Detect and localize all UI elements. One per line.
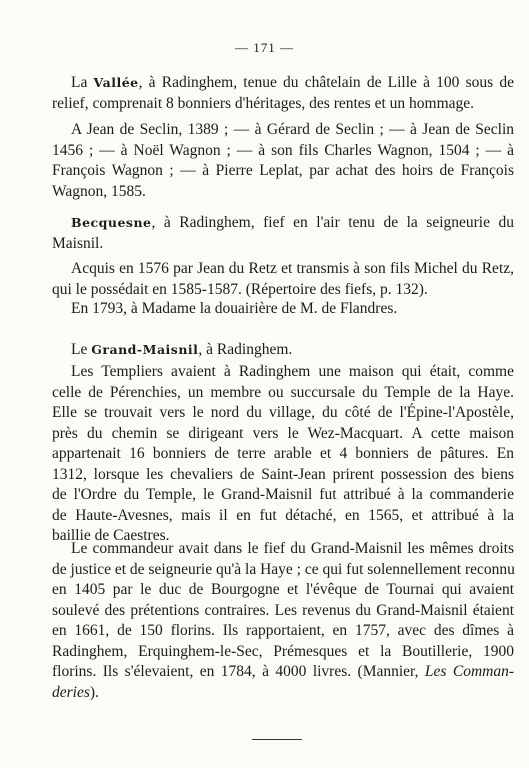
- grand-maisnil-p2-line: soulevé des prétentions contraires. Les revenus du Grand-Maisnil étaient: [52, 601, 514, 619]
- grand-maisnil-heading: [52, 340, 514, 361]
- grand-maisnil-p2-line: en 1661, de 150 florins. Ils rapportaient, en 1757, avec des dîmes à: [52, 622, 514, 639]
- becquesne-paragraph-1-line-2: Maisnil.: [52, 234, 104, 252]
- grand-maisnil-p1-line: Elle se trouvait vers le nord du village, du côté de l'Épine-l'Apostèle,: [52, 404, 514, 421]
- section-becquesne-1793: [52, 299, 514, 320]
- text-fragment: La: [71, 74, 94, 91]
- grand-maisnil-p1-line: de Haute-Avesnes, mais il en fut détaché, en 1565, et attribué à la: [52, 506, 514, 524]
- text-fragment: florins. Ils s'élevaient, en 1784, à 4000 livres. (Mannier,: [52, 663, 425, 680]
- grand-maisnil-paragraph-1: [52, 362, 514, 547]
- grand-maisnil-p1-line: de l'Ordre du Temple, le Grand-Maisnil fut attribué à la commanderie: [52, 486, 514, 503]
- vallee-paragraph-2-line: François Wagnon ; — à Pierre Leplat, par achat des hoirs de François: [52, 162, 514, 179]
- becquesne-paragraph-1-line-1: [52, 213, 514, 234]
- grand-maisnil-p2-line: de justice et de seigneurie qu'à la Haye ; ce qui fut solennellement reconnu: [52, 560, 515, 578]
- vallee-paragraph-2-line: Wagnon, 1585.: [52, 182, 146, 200]
- vallee-paragraph-2-line: 1456 ; — à Noël Wagnon ; — à son fils Charles Wagnon, 1504 ; — à: [52, 141, 514, 159]
- citation-title-part-2: deries: [52, 683, 90, 701]
- page-number: — 171 —: [235, 40, 294, 55]
- citation-title-part-1: Les Comman-: [424, 663, 514, 680]
- grand-maisnil-p2-line: Radinghem, Erquinghem-le-Sec, Prémesques et la Boutillerie, 1900: [52, 642, 514, 660]
- text-fragment: ).: [89, 683, 99, 701]
- vallee-paragraph-1-line-2: relief, comprenait 8 bonniers d'héritages, des rentes et un hommage.: [52, 94, 475, 112]
- vallee-paragraph-2-line: A Jean de Seclin, 1389 ; — à Gérard de Seclin ; — à Jean de Seclin: [71, 121, 514, 138]
- entry-name-vallee: Vallée: [93, 75, 139, 90]
- text-fragment: , à Radinghem, fief en l'air tenu de la seigneurie du: [151, 214, 514, 231]
- entry-name-grand-maisnil: Grand-Maisnil: [91, 342, 199, 357]
- entry-name-becquesne: Becquesne: [71, 215, 152, 230]
- grand-maisnil-p1-line: 1312, lorsque les chevaliers de Saint-Jean prirent possession des biens: [52, 465, 514, 483]
- text-fragment: , à Radinghem, tenue du châtelain de Lille à 100 sous de: [138, 74, 514, 91]
- footer-rule: [252, 739, 302, 740]
- section-vallee-owners: [52, 120, 514, 202]
- grand-maisnil-p2-line: [52, 683, 514, 704]
- becquesne-paragraph-2-line: Acquis en 1576 par Jean du Retz et transmis à son fils Michel du Retz,: [71, 260, 514, 277]
- grand-maisnil-p2-line: [52, 662, 514, 683]
- vallee-paragraph-1-line-1: [52, 73, 514, 94]
- section-vallee: [52, 73, 514, 114]
- section-becquesne: [52, 213, 514, 254]
- grand-maisnil-p1-line: celle de Pérenchies, un membre ou succursale du Temple de la Haye.: [52, 383, 514, 401]
- text-fragment: , à Radinghem.: [198, 341, 293, 358]
- becquesne-paragraph-2-line: qui le possédait en 1585-1587. (Répertoire des fiefs, p. 132).: [52, 280, 428, 298]
- section-becquesne-history: [52, 259, 514, 300]
- grand-maisnil-p1-line: baillie de Caestres.: [52, 527, 170, 544]
- becquesne-paragraph-3: En 1793, à Madame la douairière de M. de Flandres.: [71, 300, 398, 317]
- section-grand-maisnil-heading: [52, 340, 514, 361]
- grand-maisnil-paragraph-2: [52, 539, 514, 703]
- grand-maisnil-p2-line: Le commandeur avait dans le fief du Grand-Maisnil les mêmes droits: [71, 540, 514, 557]
- grand-maisnil-p2-line: en 1405 par le duc de Bourgogne et l'évêque de Tournai qui avaient: [52, 581, 514, 598]
- grand-maisnil-p1-line: Les Templiers avaient à Radinghem une maison qui était, comme: [71, 363, 514, 380]
- grand-maisnil-p1-line: appartenait 16 bonniers de terre arable et 4 bonniers de pâtures. En: [52, 445, 514, 462]
- grand-maisnil-p1-line: près du chemin se dirigeant vers le Wez-Macquart. A cette maison: [52, 424, 514, 442]
- text-fragment: Le: [71, 341, 92, 358]
